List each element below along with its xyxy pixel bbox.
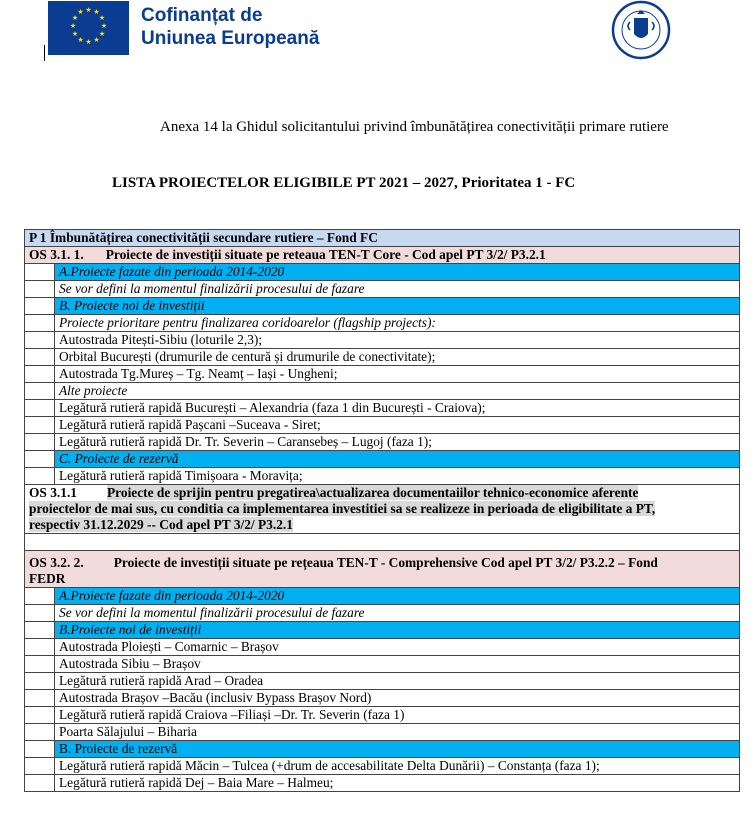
table-row: [25, 383, 740, 400]
svg-text:★: ★: [85, 38, 92, 46]
prioritare-label: Proiecte prioritare pentru finalizarea coridoarelor (flagship projects):: [55, 315, 740, 332]
p1-header: P 1 Îmbunătățirea conectivității secundare rutiere – Fond FC: [25, 230, 740, 247]
os311b-text-line3: respectiv 31.12.2029 -- Cod apel PT 3/2/ P3.2.1: [29, 517, 293, 532]
table-row: [25, 741, 740, 758]
table-row: [25, 588, 740, 605]
project-item: Legătură rutieră rapidă Craiova –Filiași –Dr. Tr. Severin (faza 1): [55, 707, 740, 724]
os322-code: OS 3.2. 2.: [29, 555, 84, 570]
os311-code: OS 3.1. 1.: [29, 247, 84, 262]
os311b-code: OS 3.1.1: [29, 485, 77, 500]
svg-text:★: ★: [71, 14, 79, 22]
project-item: Orbital București (drumurile de centură și drumurile de conectivitate);: [55, 349, 740, 366]
eu-flag-logo: [48, 1, 129, 55]
os322-text2: FEDR: [29, 571, 66, 586]
table-row: [25, 758, 740, 775]
table-row: [25, 673, 740, 690]
cofinantat-line2: Uniunea Europeană: [141, 28, 320, 49]
svg-text:★: ★: [100, 22, 108, 30]
empty-row: [25, 534, 740, 551]
table-row: [25, 247, 740, 264]
table-row: [25, 366, 740, 383]
table-row: [25, 468, 740, 485]
document-title: LISTA PROIECTELOR ELIGIBILE PT 2021 – 2027, Prioritatea 1 - FC: [112, 175, 576, 191]
project-item: Legătură rutieră rapidă București – Alexandria (faza 1 din București - Craiova);: [55, 400, 740, 417]
project-item: Autostrada Brașov –Bacău (inclusiv Bypass Brașov Nord): [55, 690, 740, 707]
table-row: [25, 230, 740, 247]
svg-text:★: ★: [98, 30, 106, 38]
page-header: [0, 0, 754, 70]
cofinantat-logo-text: [141, 4, 319, 50]
os322-text: Proiecte de investiții situate pe rețeaua TEN-T - Comprehensive Cod apel PT 3/2/ P3.2.2 – Fond: [113, 555, 658, 570]
table-row: [25, 551, 740, 588]
svg-text:★: ★: [77, 36, 84, 44]
svg-text:★: ★: [93, 36, 100, 44]
table-row: [25, 315, 740, 332]
os311-support-header: [25, 485, 740, 534]
annex-line: Anexa 14 la Ghidul solicitantului privind îmbunătățirea conectivității primare rutiere: [160, 119, 669, 135]
table-row: [25, 724, 740, 741]
project-item: Legătură rutieră rapidă Pașcani –Suceava - Siret;: [55, 417, 740, 434]
section-b-noi: B. Proiecte noi de investiții: [55, 298, 740, 315]
table-row: [25, 707, 740, 724]
section-c-rezerva: C. Proiecte de rezervă: [55, 451, 740, 468]
svg-text:★: ★: [77, 8, 84, 16]
os322-header: [25, 551, 740, 588]
section-a-fazate-2: A.Proiecte fazate din perioada 2014-2020: [55, 588, 740, 605]
section-b-noi-2: B.Proiecte noi de investiții: [55, 622, 740, 639]
table-row: [25, 434, 740, 451]
project-item: Poarta Sălajului – Biharia: [55, 724, 740, 741]
table-row: [25, 775, 740, 792]
os311-header: [25, 247, 740, 264]
eligible-projects-table: [24, 229, 740, 792]
os311b-text-line2: proiectelor de mai sus, cu conditia ca implementarea investitiei sa se realizeze in perioada de eligibilitate a PT,: [29, 501, 656, 516]
table-row: [25, 451, 740, 468]
cofinantat-line1: Cofinanțat de: [141, 5, 263, 26]
project-item: Legătură rutieră rapidă Timișoara - Moravița;: [55, 468, 740, 485]
table-row: [25, 332, 740, 349]
table-row: [25, 349, 740, 366]
table-row: [25, 639, 740, 656]
text-cursor: [44, 45, 45, 61]
svg-text:★: ★: [98, 14, 106, 22]
table-row: [25, 656, 740, 673]
se-vor-defini: Se vor defini la momentul finalizării procesului de fazare: [55, 281, 740, 298]
project-item: Autostrada Sibiu – Brașov: [55, 656, 740, 673]
project-item: Legătură rutieră rapidă Arad – Oradea: [55, 673, 740, 690]
table-row: [25, 264, 740, 281]
section-b-rezerva-2: B. Proiecte de rezervă: [55, 741, 740, 758]
table-row: [25, 417, 740, 434]
table-row: [25, 281, 740, 298]
table-row: [25, 485, 740, 534]
alte-proiecte-label: Alte proiecte: [55, 383, 740, 400]
svg-text:★: ★: [69, 22, 77, 30]
os311b-text-line1: Proiecte de sprijin pentru pregatirea\actualizarea documentaiilor tehnico-economice aferente: [107, 485, 639, 500]
project-item: Autostrada Pitești-Sibiu (loturile 2,3);: [55, 332, 740, 349]
project-item: Legătură rutieră rapidă Măcin – Tulcea (+drum de accesabilitate Delta Dunării) – Constanța (faza 1);: [55, 758, 740, 775]
project-item: Legătură rutieră rapidă Dej – Baia Mare – Halmeu;: [55, 775, 740, 792]
table-row: [25, 534, 740, 551]
svg-text:★: ★: [71, 30, 79, 38]
svg-text:★: ★: [93, 8, 100, 16]
project-item: Legătură rutieră rapidă Dr. Tr. Severin – Caransebeș – Lugoj (faza 1);: [55, 434, 740, 451]
table-row: [25, 690, 740, 707]
table-row: [25, 400, 740, 417]
se-vor-defini-2: Se vor defini la momentul finalizării procesului de fazare: [55, 605, 740, 622]
table-row: [25, 605, 740, 622]
guvernul-romaniei-seal: [608, 0, 675, 60]
table-row: [25, 298, 740, 315]
os311-text: Proiecte de investiții situate pe reteaua TEN-T Core - Cod apel PT 3/2/ P3.2.1: [105, 247, 546, 262]
section-a-fazate: A.Proiecte fazate din perioada 2014-2020: [55, 264, 740, 281]
svg-text:★: ★: [85, 6, 92, 14]
project-item: Autostrada Ploiești – Comarnic – Brașov: [55, 639, 740, 656]
project-item: Autostrada Tg.Mureș – Tg. Neamț – Iași - Ungheni;: [55, 366, 740, 383]
table-row: [25, 622, 740, 639]
